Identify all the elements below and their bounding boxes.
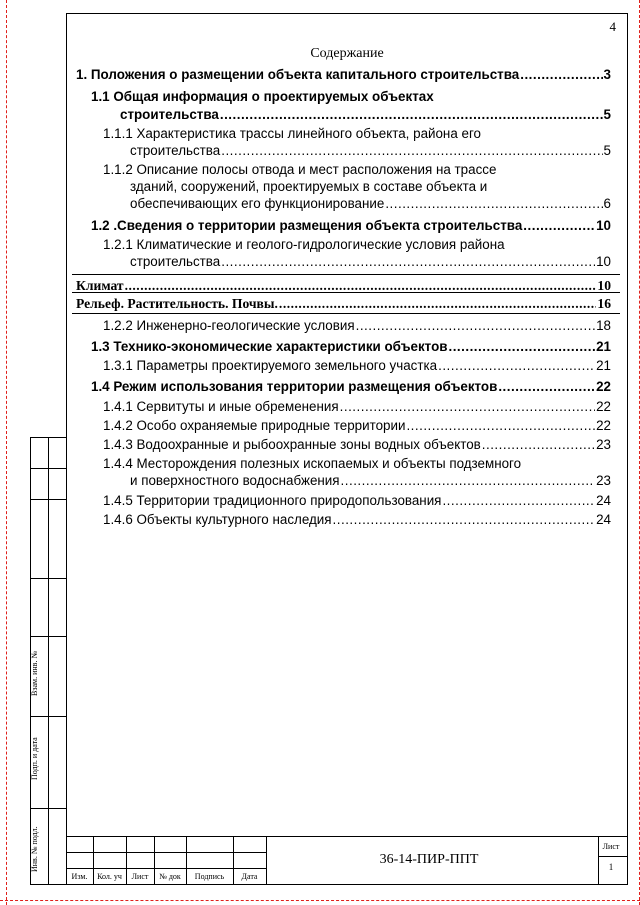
toc-entry[interactable]: 1.4.3 Водоохранные и рыбоохранные зоны водных объектов ..... 23 [103,436,611,453]
toc-entry[interactable]: 1.4.5 Территории традиционного природопользования ..... 24 [103,492,611,509]
toc-entry[interactable]: 1.1 Общая информация о проектируемых объектах [91,89,434,104]
side-stamp-line [30,808,66,809]
toc-entry[interactable]: Климат ..... 10 [76,277,611,294]
data-label: Дата [241,872,258,881]
side-stamp-podp-label: Подп. и дата [30,737,39,780]
side-stamp-inv-label: Инв. № подл. [30,826,39,872]
toc-entry[interactable]: 1.2.2 Инженерно-геологические условия ..... 18 [103,317,611,334]
title-block-line [66,868,266,869]
toc-entry-cont[interactable]: строительства ..... 10 [130,253,611,270]
toc-entry[interactable]: 1.1.1 Характеристика трассы линейного объекта, района его [103,126,481,141]
sheet-number: 1 [608,862,614,872]
side-stamp-line [30,499,66,500]
page-number: 4 [609,19,616,34]
sheet-label: Лист [602,842,620,851]
toc-entry[interactable]: 1.4.4 Месторождения полезных ископаемых и объекты подземного [103,456,522,471]
title-block-line [66,836,628,837]
izm-label: Изм. [71,872,88,881]
toc-entry[interactable]: 1. Положения о размещении объекта капитального строительства ..... 3 [76,66,611,83]
toc-entry[interactable]: 1.2.1 Климатические и геолого-гидрологические условия района [103,237,505,252]
bottom-cut-line [0,900,640,901]
toc-entry[interactable]: 1.4.1 Сервитуты и иные обременения ..... 22 [103,398,611,415]
side-stamp-vzam-label: Взам. инв. № [30,650,39,696]
title-block-line [598,856,628,857]
side-stamp-line [30,884,66,885]
toc-title: Содержание [310,46,384,61]
toc-divider [72,274,620,275]
toc-divider [72,292,620,293]
toc-entry[interactable]: 1.1.2 Описание полосы отвода и мест расположения на трассе [103,162,497,177]
toc-entry-cont[interactable]: обеспечивающих его функционирование ..... 6 [130,195,611,212]
document-code: 36-14-ПИР-ППТ [379,852,479,867]
toc-entry[interactable]: 1.2 .Сведения о территории размещения объекта строительства ..... 10 [91,217,611,234]
side-stamp-line [48,437,49,885]
toc-entry-cont: зданий, сооружений, проектируемых в составе объекта и [130,179,488,194]
side-stamp-line [30,437,66,438]
toc-entry[interactable]: 1.4.2 Особо охраняемые природные территории ..... 22 [103,417,611,434]
side-stamp-line [30,636,66,637]
toc-entry[interactable]: 1.4.6 Объекты культурного наследия ..... 24 [103,511,611,528]
toc-entry[interactable]: 1.3 Технико-экономические характеристики объектов ..... 21 [91,338,611,355]
ndok-label: № док [159,872,181,881]
toc-entry-cont[interactable]: строительства ..... 5 [130,142,611,159]
side-stamp-line [30,468,66,469]
toc-entry[interactable]: 1.3.1 Параметры проектируемого земельного участка ..... 21 [103,357,611,374]
left-cut-line [6,0,7,905]
list-label: Лист [131,872,149,881]
toc-entry[interactable]: 1.4 Режим использования территории размещения объектов ..... 22 [91,378,611,395]
side-stamp-line [30,578,66,579]
side-stamp-line [30,716,66,717]
toc-entry-cont[interactable]: и поверхностного водоснабжения ..... 23 [130,472,611,489]
toc-divider [72,313,620,314]
toc-entry[interactable]: Рельеф. Растительность. Почвы. ..... 16 [76,295,611,312]
title-block-line [66,852,266,853]
toc-entry-cont[interactable]: строительства ..... 5 [120,106,611,123]
kol-label: Кол. уч [97,872,122,881]
podpis-label: Подпись [194,872,225,881]
